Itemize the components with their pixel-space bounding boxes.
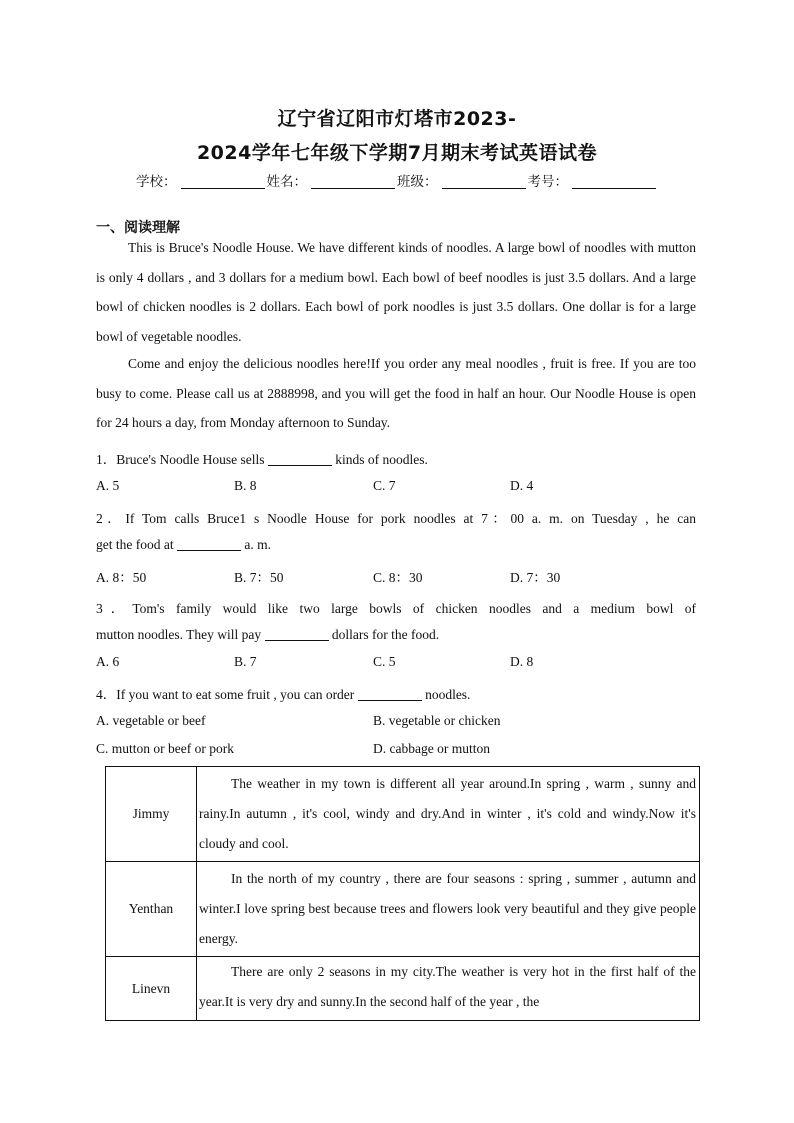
question-4-option-a[interactable]: A. vegetable or beef bbox=[96, 713, 206, 728]
exam-number-label: 考号： bbox=[527, 174, 568, 190]
question-2-option-c[interactable]: C. 8：30 bbox=[373, 570, 423, 585]
exam-number-blank[interactable] bbox=[572, 174, 656, 189]
question-2-option-a[interactable]: A. 8：50 bbox=[96, 570, 147, 585]
question-1-option-a[interactable]: A. 5 bbox=[96, 478, 120, 493]
question-2-blank[interactable] bbox=[177, 537, 241, 551]
question-2 bbox=[96, 537, 696, 553]
question-3-stem-end: dollars for the food. bbox=[331, 627, 440, 642]
school-label: 学校： bbox=[136, 174, 177, 190]
question-4-option-b[interactable]: B. vegetable or chicken bbox=[373, 713, 501, 728]
table-row bbox=[106, 957, 700, 1021]
table-cell-name: Yenthan bbox=[106, 862, 197, 957]
exam-title-line2: 2024学年七年级下学期7月期末考试英语试卷 bbox=[196, 142, 598, 164]
question-1 bbox=[96, 448, 696, 468]
exam-title-line1: 辽宁省辽阳市灯塔市2023- bbox=[277, 108, 517, 130]
question-1-blank[interactable] bbox=[268, 452, 332, 466]
question-2-stem-end: a. m. bbox=[244, 537, 271, 552]
question-4-stem: 4．If you want to eat some fruit , you can order bbox=[96, 687, 355, 702]
question-4-stem-end: noodles. bbox=[425, 687, 471, 702]
question-1-option-c[interactable]: C. 7 bbox=[373, 478, 396, 493]
table-cell-name: Jimmy bbox=[106, 767, 197, 862]
question-2-option-b[interactable]: B. 7：50 bbox=[234, 570, 284, 585]
question-1-option-b[interactable]: B. 8 bbox=[234, 478, 257, 493]
table-cell-text-content: There are only 2 seasons in my city.The weather is very hot in the first half of the year.It is very dry and sunny.In the second half of the year , the bbox=[199, 964, 696, 1009]
question-2-option-d[interactable]: D. 7：30 bbox=[510, 570, 561, 585]
weather-table bbox=[105, 766, 700, 1021]
question-3-blank[interactable] bbox=[265, 627, 329, 641]
question-2-stem: get the food at bbox=[96, 537, 174, 552]
section-title: 一、阅读理解 bbox=[96, 220, 180, 236]
class-blank[interactable] bbox=[442, 174, 526, 189]
question-3-option-c[interactable]: C. 5 bbox=[373, 654, 396, 669]
question-2-line-1: 2．If Tom calls Bruce1 s Noodle House for pork noodles at 7：00 a. m. on Tuesday , he can bbox=[96, 511, 696, 526]
class-label: 班级： bbox=[397, 174, 438, 190]
question-1-stem: 1．Bruce's Noodle House sells bbox=[96, 452, 265, 467]
question-3-option-a[interactable]: A. 6 bbox=[96, 654, 120, 669]
passage-paragraph-2: Come and enjoy the delicious noodles here!If you order any meal noodles , fruit is free. If you are too busy to come. Please call us at 2888998, and you will get the food in half an hour. Our Noodle House is open for 24 hours a day, from Monday afternoon to Sunday. bbox=[96, 356, 696, 430]
question-1-option-d[interactable]: D. 4 bbox=[510, 478, 534, 493]
question-3-option-b[interactable]: B. 7 bbox=[234, 654, 257, 669]
table-row bbox=[106, 767, 700, 862]
question-3-stem: mutton noodles. They will pay bbox=[96, 627, 262, 642]
question-3-line-1: 3．Tom's family would like two large bowls of chicken noodles and a medium bowl of bbox=[96, 601, 696, 616]
question-4-option-d[interactable]: D. cabbage or mutton bbox=[373, 741, 490, 756]
table-cell-text: In the north of my country , there are four seasons : spring , summer , autumn and winter.I love spring best because trees and flowers look very beautiful and they give people energy. bbox=[197, 862, 700, 957]
table-cell-text bbox=[197, 957, 700, 1021]
question-4 bbox=[96, 683, 696, 703]
name-label: 姓名： bbox=[266, 174, 307, 190]
question-1-stem-end: kinds of noodles. bbox=[335, 452, 428, 467]
name-blank[interactable] bbox=[311, 174, 395, 189]
student-info-row bbox=[0, 170, 794, 190]
table-cell-name: Linevn bbox=[106, 957, 197, 1021]
question-4-blank[interactable] bbox=[358, 687, 422, 701]
table-cell-text: The weather in my town is different all year around.In spring , warm , sunny and rainy.In autumn , it's cool, windy and dry.And in winter , it's cold and windy.Now it's cloudy and cool. bbox=[197, 767, 700, 862]
school-blank[interactable] bbox=[181, 174, 265, 189]
question-3-option-d[interactable]: D. 8 bbox=[510, 654, 534, 669]
question-4-option-c[interactable]: C. mutton or beef or pork bbox=[96, 741, 234, 756]
question-3 bbox=[96, 627, 696, 643]
table-row bbox=[106, 862, 700, 957]
passage-paragraph-1: This is Bruce's Noodle House. We have different kinds of noodles. A large bowl of noodles with mutton is only 4 dollars , and 3 dollars for a medium bowl. Each bowl of beef noodles is just 3.5 dollars. And a large bowl of chicken noodles is 2 dollars. Each bowl of pork noodles is just 3.5 dollars. One dollar is for a large bowl of vegetable noodles. bbox=[96, 240, 696, 344]
